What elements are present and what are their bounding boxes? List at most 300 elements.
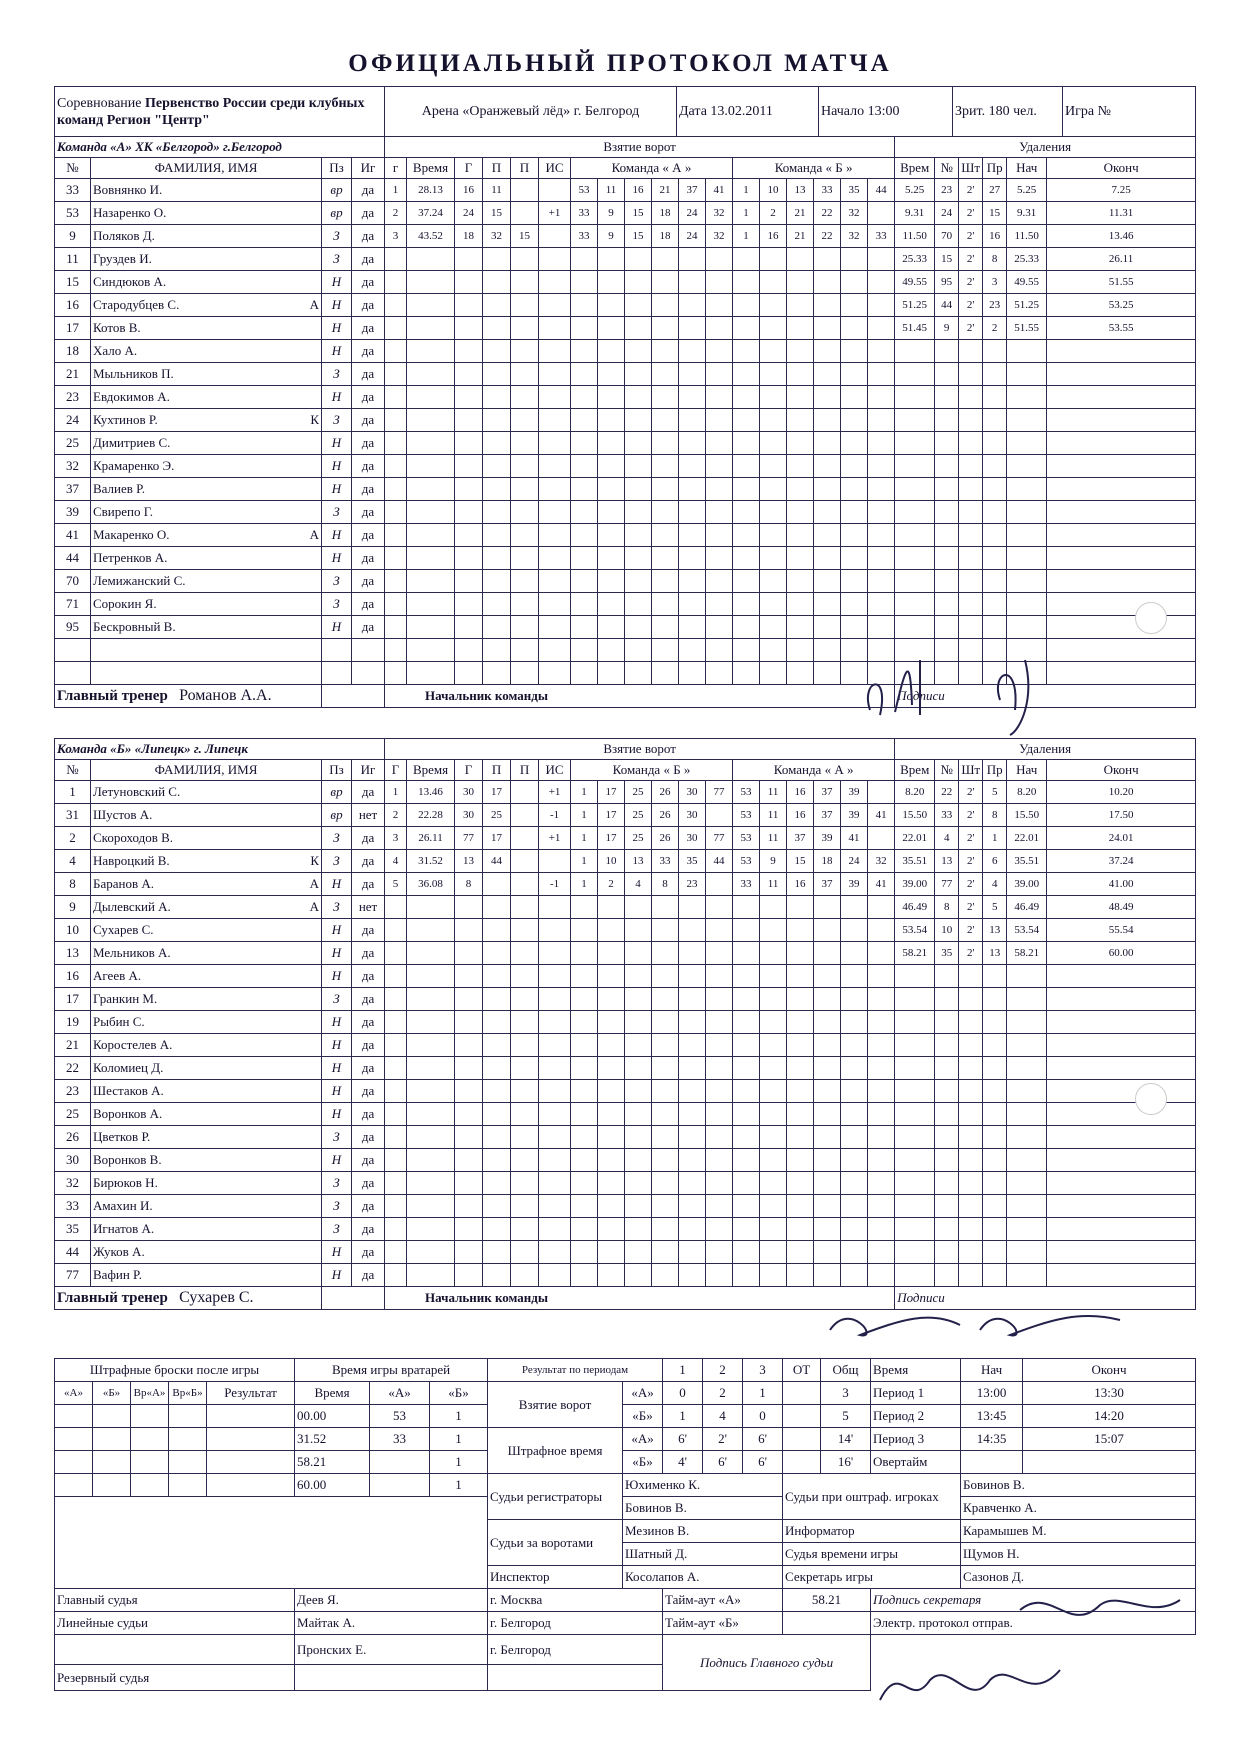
player-name: Воронков А.: [91, 1103, 296, 1126]
player-role: К: [296, 409, 322, 432]
gk-a: [370, 1451, 430, 1474]
player-number: 31: [55, 804, 91, 827]
player-number: 21: [55, 363, 91, 386]
player-row: [55, 873, 1196, 896]
player-number: 8: [55, 873, 91, 896]
gk-col: «А»: [370, 1382, 430, 1405]
goal-cell: 53: [733, 804, 760, 827]
player-number: 41: [55, 524, 91, 547]
period-start: 13:45: [961, 1405, 1023, 1428]
goal-cell: 37: [679, 179, 706, 202]
goal-cell: [511, 850, 539, 873]
penalty-cell: 39.00: [895, 873, 935, 896]
goal-cell: 25: [625, 827, 652, 850]
player-plays: да: [352, 919, 385, 942]
goal-cell: 3: [385, 827, 407, 850]
period-start: 14:35: [961, 1428, 1023, 1451]
player-role: [296, 363, 322, 386]
timeout-b-label: Тайм-аут «Б»: [663, 1612, 783, 1635]
signatures-label: Подписи: [895, 1287, 1196, 1310]
goal-cell: 10: [598, 850, 625, 873]
player-plays: да: [352, 593, 385, 616]
pen-judges-label: Судьи при оштраф. игроках: [783, 1474, 961, 1520]
col-sht: Шт: [959, 760, 983, 781]
col-team1: Команда « Б »: [571, 760, 733, 781]
penalty-cell: 53.54: [1007, 919, 1047, 942]
col-ptime: Врем: [895, 158, 935, 179]
goal-cell: 37: [787, 827, 814, 850]
goal-cell: [511, 827, 539, 850]
penalty-cell: 4: [983, 873, 1007, 896]
penalty-cell: 5: [983, 781, 1007, 804]
player-name: Сорокин Я.: [91, 593, 296, 616]
player-role: А: [296, 524, 322, 547]
player-number: 16: [55, 294, 91, 317]
player-row: [55, 1149, 1196, 1172]
player-name: Димитриев С.: [91, 432, 296, 455]
player-name: Шестаков А.: [91, 1080, 296, 1103]
player-name: Вафин Р.: [91, 1264, 296, 1287]
goal-cell: 8: [455, 873, 483, 896]
goal-cell: 13: [787, 179, 814, 202]
col-no: №: [55, 760, 91, 781]
penalty-cell: 2': [959, 827, 983, 850]
pen-cell: 6': [703, 1451, 743, 1474]
player-number: 71: [55, 593, 91, 616]
player-role: [296, 616, 322, 639]
player-name: Навроцкий В.: [91, 850, 296, 873]
penalty-cell: 2: [983, 317, 1007, 340]
reg1: Юхименко К.: [623, 1474, 783, 1497]
player-plays: да: [352, 524, 385, 547]
goal-cell: 1: [571, 804, 598, 827]
player-plays: да: [352, 1195, 385, 1218]
gk-b: 1: [430, 1428, 488, 1451]
goal-cell: 39: [814, 827, 841, 850]
times-col: Время: [871, 1359, 961, 1382]
col-is: ИС: [539, 760, 571, 781]
game-number: Игра №: [1063, 87, 1196, 137]
col-P1: П: [483, 760, 511, 781]
player-role: [296, 340, 322, 363]
goal-cell: 17: [483, 781, 511, 804]
player-role: [296, 1057, 322, 1080]
penalty-cell: 5: [983, 896, 1007, 919]
player-plays: да: [352, 1034, 385, 1057]
match-header: [54, 86, 1196, 137]
score-cell: 2: [703, 1382, 743, 1405]
secretary-sign-label: Подпись секретаря: [871, 1589, 1196, 1612]
player-plays: да: [352, 1264, 385, 1287]
goal-cell: [511, 179, 539, 202]
shootout-title: Штрафные броски после игры: [55, 1359, 295, 1382]
penalty-cell: 8.20: [895, 781, 935, 804]
goal-cell: 37.24: [407, 202, 455, 225]
player-position: З: [322, 248, 352, 271]
player-name: Мыльников П.: [91, 363, 296, 386]
goal-cell: -1: [539, 873, 571, 896]
goal-cell: 77: [706, 781, 733, 804]
penalty-cell: 48.49: [1047, 896, 1196, 919]
goal-cell: 1: [385, 179, 407, 202]
goal-cell: 21: [787, 225, 814, 248]
player-name: Коростелев А.: [91, 1034, 296, 1057]
penalty-cell: 35: [935, 942, 959, 965]
goal-cell: [483, 873, 511, 896]
player-name: Лемижанский С.: [91, 570, 296, 593]
player-role: [296, 919, 322, 942]
player-plays: нет: [352, 896, 385, 919]
goal-cell: 31.52: [407, 850, 455, 873]
player-name: Летуновский С.: [91, 781, 296, 804]
gk-a: [370, 1474, 430, 1497]
reserve-judge-label: Резервный судья: [55, 1665, 295, 1691]
penalty-cell: 25.33: [1007, 248, 1047, 271]
goal-cell: 30: [679, 781, 706, 804]
player-role: [296, 179, 322, 202]
penalty-cell: 35.51: [895, 850, 935, 873]
goal-cell: 32: [868, 850, 895, 873]
penalty-cell: 2': [959, 248, 983, 271]
player-plays: да: [352, 965, 385, 988]
player-row: [55, 570, 1196, 593]
signature-team-b: [820, 1290, 1140, 1350]
player-number: 77: [55, 1264, 91, 1287]
pen-judge1: Бовинов В.: [961, 1474, 1196, 1497]
gk-title: Время игры вратарей: [295, 1359, 488, 1382]
player-row: [55, 1034, 1196, 1057]
score-cell: [783, 1405, 821, 1428]
col-start: Нач: [1007, 760, 1047, 781]
goal-cell: 17: [483, 827, 511, 850]
player-role: [296, 988, 322, 1011]
col-team2: Команда « Б »: [733, 158, 895, 179]
col-g: г: [385, 158, 407, 179]
player-plays: да: [352, 1241, 385, 1264]
goal-cell: 11: [483, 179, 511, 202]
goal-cell: 1: [733, 202, 760, 225]
penalty-cell: 13: [983, 942, 1007, 965]
page-title: ОФИЦИАЛЬНЫЙ ПРОТОКОЛ МАТЧА: [348, 50, 892, 77]
player-role: [296, 1149, 322, 1172]
gk-time: 58.21: [295, 1451, 370, 1474]
player-role: [296, 1195, 322, 1218]
pen-cell: 16': [821, 1451, 871, 1474]
goal-cell: 13: [625, 850, 652, 873]
player-plays: да: [352, 340, 385, 363]
player-number: 2: [55, 827, 91, 850]
player-name: Валиев Р.: [91, 478, 296, 501]
team_a-table: [54, 136, 1196, 708]
player-role: [296, 501, 322, 524]
player-number: 23: [55, 386, 91, 409]
shootout-col: Вр«А»: [131, 1382, 169, 1405]
goal-cell: 18: [652, 225, 679, 248]
goal-cell: 2: [385, 804, 407, 827]
player-plays: да: [352, 781, 385, 804]
goal-cell: 32: [841, 202, 868, 225]
goal-cell: [511, 781, 539, 804]
goal-cell: 17: [598, 804, 625, 827]
player-plays: да: [352, 202, 385, 225]
goal-cell: 15: [625, 225, 652, 248]
player-number: 32: [55, 1172, 91, 1195]
penalty-cell: 2': [959, 781, 983, 804]
goal-cell: 24: [679, 202, 706, 225]
goal-cell: 15: [511, 225, 539, 248]
player-row: [55, 363, 1196, 386]
gk-col: «Б»: [430, 1382, 488, 1405]
player-role: [296, 271, 322, 294]
goal-cell: [539, 850, 571, 873]
player-role: [296, 804, 322, 827]
col-time: Время: [407, 760, 455, 781]
player-role: [296, 1126, 322, 1149]
penalty-cell: 53.54: [895, 919, 935, 942]
player-name: Стародубцев С.: [91, 294, 296, 317]
col-pno: №: [935, 760, 959, 781]
player-position: Н: [322, 455, 352, 478]
penalty-cell: 39.00: [1007, 873, 1047, 896]
player-number: 70: [55, 570, 91, 593]
player-plays: да: [352, 363, 385, 386]
goal-cell: 30: [679, 804, 706, 827]
penalty-cell: 11.50: [895, 225, 935, 248]
player-name: Мельников А.: [91, 942, 296, 965]
player-row: [55, 942, 1196, 965]
penalty-cell: 2': [959, 896, 983, 919]
player-plays: да: [352, 478, 385, 501]
inspector: Косолапов А.: [623, 1566, 783, 1589]
player-plays: нет: [352, 804, 385, 827]
player-plays: да: [352, 248, 385, 271]
player-number: 53: [55, 202, 91, 225]
goal-cell: 25: [625, 781, 652, 804]
player-name: Назаренко О.: [91, 202, 296, 225]
player-name: Макаренко О.: [91, 524, 296, 547]
player-name: Синдюков А.: [91, 271, 296, 294]
player-name: Дылевский А.: [91, 896, 296, 919]
player-role: [296, 1264, 322, 1287]
times-col: Оконч: [1023, 1359, 1196, 1382]
goal-judge2: Шатный Д.: [623, 1543, 783, 1566]
col-P1: П: [483, 158, 511, 179]
gk-time: 60.00: [295, 1474, 370, 1497]
player-position: Н: [322, 873, 352, 896]
gk-b: 1: [430, 1451, 488, 1474]
penalty-cell: 58.21: [1007, 942, 1047, 965]
goal-cell: 2: [598, 873, 625, 896]
player-plays: да: [352, 455, 385, 478]
goal-cell: 37: [814, 873, 841, 896]
goal-cell: 39: [841, 873, 868, 896]
player-position: Н: [322, 1241, 352, 1264]
player-role: [296, 1011, 322, 1034]
shootout-col: «А»: [55, 1382, 93, 1405]
gk-time: 31.52: [295, 1428, 370, 1451]
goal-cell: [511, 202, 539, 225]
goal-cell: 30: [455, 781, 483, 804]
penalty-cell: 26.11: [1047, 248, 1196, 271]
goal-cell: 32: [483, 225, 511, 248]
team-label: «А»: [623, 1428, 663, 1451]
penalty-cell: 51.55: [1047, 271, 1196, 294]
timekeeper: Щумов Н.: [961, 1543, 1196, 1566]
goal-cell: 25: [483, 804, 511, 827]
col-pos: Пз: [322, 158, 352, 179]
player-row: [55, 1126, 1196, 1149]
goal-cell: 2: [385, 202, 407, 225]
score-cell: 3: [821, 1382, 871, 1405]
goal-cell: 1: [733, 179, 760, 202]
player-name: Бескровный В.: [91, 616, 296, 639]
col-end: Оконч: [1047, 760, 1196, 781]
player-row: [55, 616, 1196, 639]
player-name: Бирюков Н.: [91, 1172, 296, 1195]
penalty-cell: 51.45: [895, 317, 935, 340]
player-row: [55, 271, 1196, 294]
period-name: Овертайм: [871, 1451, 961, 1474]
penalty-cell: 11.31: [1047, 202, 1196, 225]
col-name: ФАМИЛИЯ, ИМЯ: [91, 760, 322, 781]
penalty-cell: 15: [983, 202, 1007, 225]
goal-cell: 11: [760, 804, 787, 827]
player-row: [55, 317, 1196, 340]
player-plays: да: [352, 317, 385, 340]
player-name: Рыбин С.: [91, 1011, 296, 1034]
penalties-title: Удаления: [895, 739, 1196, 760]
goal-cell: 9: [760, 850, 787, 873]
goal-cell: [539, 225, 571, 248]
penalty-cell: 58.21: [895, 942, 935, 965]
secretary-label: Секретарь игры: [783, 1566, 961, 1589]
player-number: 44: [55, 547, 91, 570]
goal-cell: 16: [787, 781, 814, 804]
player-position: Н: [322, 386, 352, 409]
penalty-cell: 6: [983, 850, 1007, 873]
goal-cell: 33: [733, 873, 760, 896]
goal-cell: 9: [598, 202, 625, 225]
player-role: [296, 386, 322, 409]
col-plays: Иг: [352, 760, 385, 781]
player-number: 9: [55, 225, 91, 248]
player-name: Петренков А.: [91, 547, 296, 570]
timeout-a-label: Тайм-аут «А»: [663, 1589, 783, 1612]
goal-cell: 53: [571, 179, 598, 202]
goal-cell: 17: [598, 781, 625, 804]
goal-cell: 18: [814, 850, 841, 873]
goal-cell: 43.52: [407, 225, 455, 248]
col-end: Оконч: [1047, 158, 1196, 179]
goal-cell: 53: [733, 850, 760, 873]
spectators: Зрит. 180 чел.: [953, 87, 1063, 137]
period-start: 13:00: [961, 1382, 1023, 1405]
player-position: Н: [322, 919, 352, 942]
player-name: Вовнянко И.: [91, 179, 296, 202]
goal-cell: 32: [706, 225, 733, 248]
period-col: 1: [663, 1359, 703, 1382]
player-row: [55, 386, 1196, 409]
line-judge1-city: г. Белгород: [488, 1612, 663, 1635]
penalty-cell: 46.49: [895, 896, 935, 919]
player-position: вр: [322, 202, 352, 225]
goal-cell: [868, 827, 895, 850]
player-number: 37: [55, 478, 91, 501]
player-plays: да: [352, 850, 385, 873]
col-P2: П: [511, 158, 539, 179]
player-name: Сухарев С.: [91, 919, 296, 942]
pen-cell: 14': [821, 1428, 871, 1451]
goal-cell: +1: [539, 202, 571, 225]
player-name: Коломиец Д.: [91, 1057, 296, 1080]
times-col: Нач: [961, 1359, 1023, 1382]
col-plays: Иг: [352, 158, 385, 179]
goal-cell: 15: [625, 202, 652, 225]
period-name: Период 2: [871, 1405, 961, 1428]
goal-cell: [706, 873, 733, 896]
player-plays: да: [352, 386, 385, 409]
score-cell: 5: [821, 1405, 871, 1428]
electronic-label: Электр. протокол отправ.: [871, 1612, 1196, 1635]
player-role: [296, 942, 322, 965]
penalty-cell: 2': [959, 873, 983, 896]
player-role: К: [296, 850, 322, 873]
penalty-cell: 17.50: [1047, 804, 1196, 827]
goal-cell: 32: [841, 225, 868, 248]
penalty-cell: 23: [935, 179, 959, 202]
punch-hole: [1135, 1083, 1167, 1115]
goal-cell: 23: [679, 873, 706, 896]
pen-cell: [783, 1451, 821, 1474]
player-name: Свирепо Г.: [91, 501, 296, 524]
player-number: 25: [55, 432, 91, 455]
col-team2: Команда « А »: [733, 760, 895, 781]
penalty-cell: 2': [959, 942, 983, 965]
team-label: «Б»: [623, 1451, 663, 1474]
goal-cell: 1: [385, 781, 407, 804]
player-row: [55, 850, 1196, 873]
date: Дата 13.02.2011: [677, 87, 819, 137]
penalty-cell: 16: [983, 225, 1007, 248]
goal-cell: 24: [679, 225, 706, 248]
player-position: Н: [322, 1149, 352, 1172]
player-row: [55, 965, 1196, 988]
goal-cell: 15: [483, 202, 511, 225]
punch-hole: [1135, 602, 1167, 634]
player-row: [55, 988, 1196, 1011]
player-role: [296, 965, 322, 988]
gk-col: Время: [295, 1382, 370, 1405]
player-number: 4: [55, 850, 91, 873]
penalty-cell: 8: [983, 248, 1007, 271]
score-cell: [783, 1382, 821, 1405]
player-position: Н: [322, 340, 352, 363]
player-plays: да: [352, 988, 385, 1011]
penalty-cell: 2': [959, 804, 983, 827]
goal-cell: 26.11: [407, 827, 455, 850]
goals-title: Взятие ворот: [385, 137, 895, 158]
col-g: Г: [385, 760, 407, 781]
player-plays: да: [352, 432, 385, 455]
player-role: [296, 1080, 322, 1103]
goal-cell: 33: [868, 225, 895, 248]
pen-judge2: Кравченко А.: [961, 1497, 1196, 1520]
penalty-cell: 2': [959, 271, 983, 294]
player-row: [55, 524, 1196, 547]
player-number: 25: [55, 1103, 91, 1126]
player-plays: да: [352, 1103, 385, 1126]
signature-team-a: [850, 640, 1090, 740]
